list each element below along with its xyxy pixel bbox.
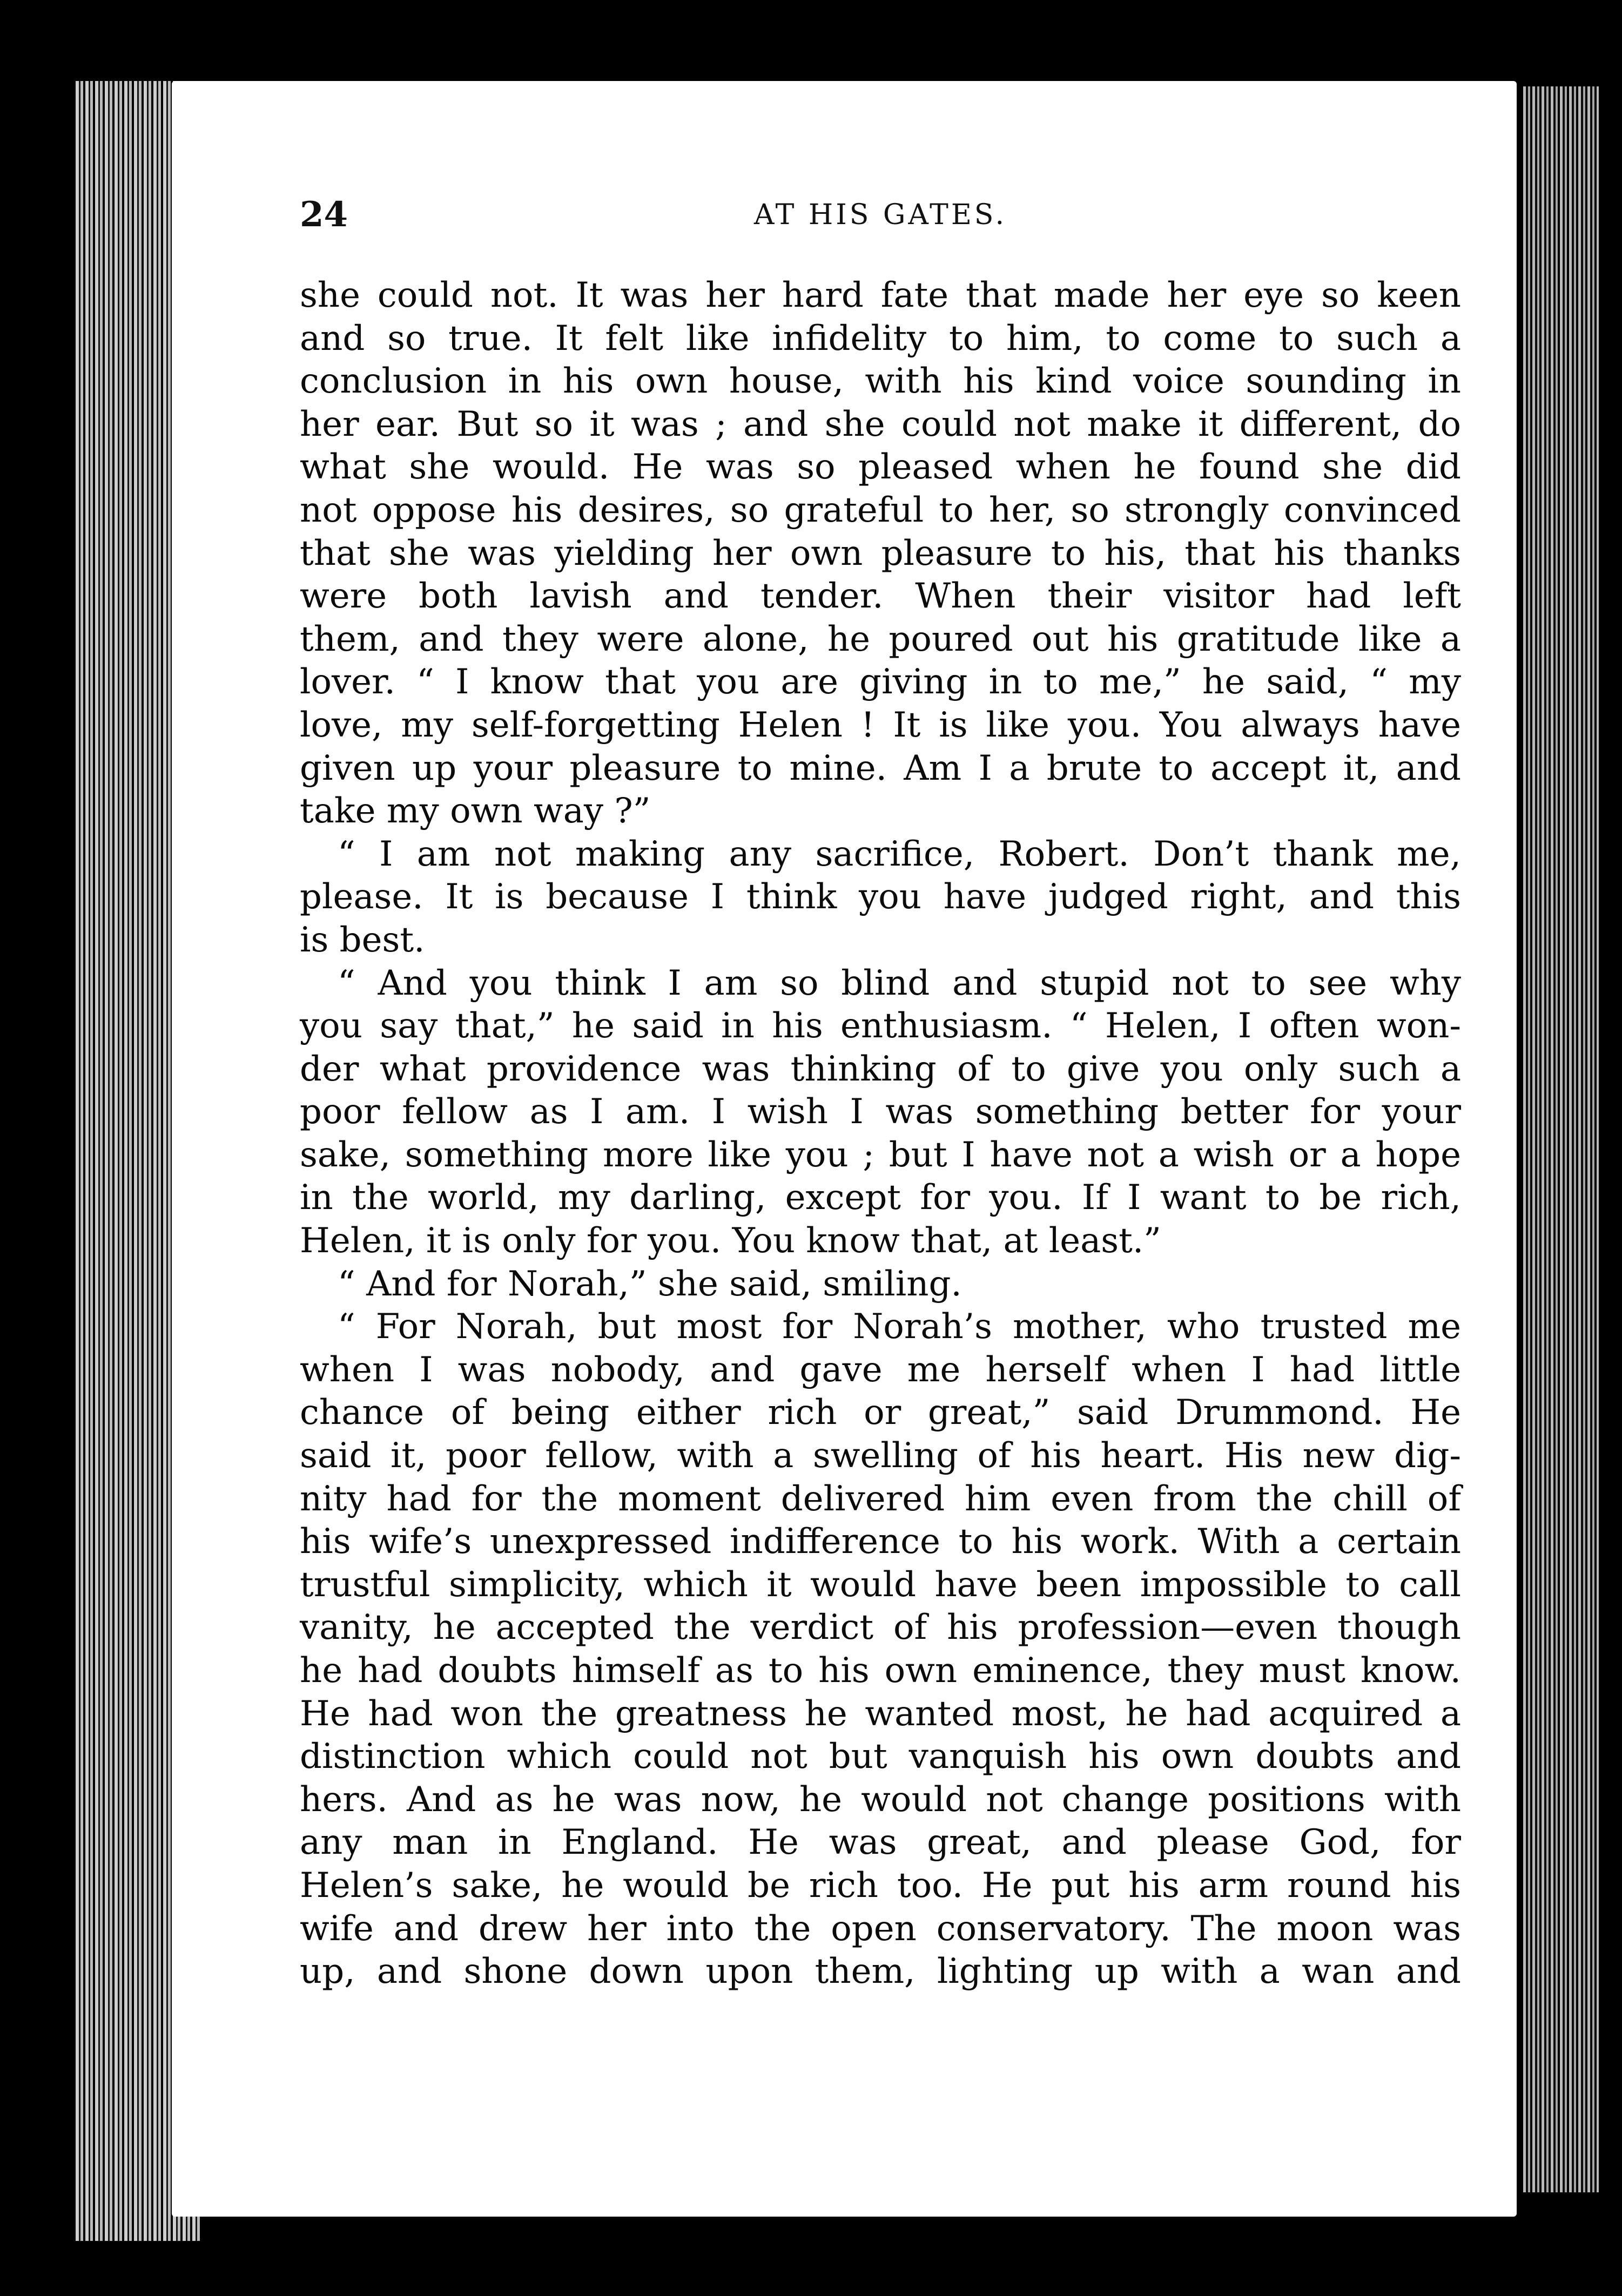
- text-line: not oppose his desires, so grateful to her, so strongly convinced: [300, 490, 1461, 530]
- text-line: in the world, my darling, except for you. If I want to be rich,: [300, 1178, 1461, 1218]
- text-line: nity had for the moment delivered him even from the chill of: [300, 1478, 1461, 1519]
- page-header: [300, 194, 1461, 259]
- text-line: “ And you think I am so blind and stupid not to see why: [338, 963, 1461, 1003]
- text-line: sake, something more like you ; but I have not a wish or a hope: [300, 1135, 1461, 1175]
- right-page-edge: [1523, 86, 1599, 2192]
- text-line: said it, poor fellow, with a swelling of his heart. His new dig-: [300, 1436, 1461, 1476]
- text-line: vanity, he accepted the verdict of his profession—even though: [300, 1608, 1461, 1648]
- text-line: poor fellow as I am. I wish I was something better for your: [300, 1092, 1461, 1132]
- text-line: distinction which could not but vanquish his own doubts and: [300, 1737, 1461, 1777]
- text-line: up, and shone down upon them, lighting up with a wan and: [300, 1951, 1461, 1992]
- text-line: “ And for Norah,” she said, smiling.: [338, 1264, 962, 1304]
- text-line: her ear. But so it was ; and she could not make it different, do: [300, 404, 1461, 444]
- text-line: them, and they were alone, he poured out his gratitude like a: [300, 619, 1461, 659]
- text-line: any man in England. He was great, and please God, for: [300, 1822, 1461, 1863]
- text-line: given up your pleasure to mine. Am I a brute to accept it, and: [300, 748, 1461, 788]
- text-line: he had doubts himself as to his own eminence, they must know.: [300, 1651, 1461, 1691]
- text-line: were both lavish and tender. When their visitor had left: [300, 576, 1461, 617]
- text-line: you say that,” he said in his enthusiasm. “ Helen, I often won-: [300, 1006, 1461, 1046]
- text-line: what she would. He was so pleased when he found she did: [300, 447, 1461, 488]
- text-line: is best.: [300, 920, 425, 960]
- text-line: that she was yielding her own pleasure to his, that his thanks: [300, 533, 1461, 573]
- text-line: der what providence was thinking of to give you only such a: [300, 1049, 1461, 1089]
- text-line: she could not. It was her hard fate that made her eye so keen: [300, 275, 1461, 315]
- text-line: wife and drew her into the open conservatory. The moon was: [300, 1908, 1461, 1949]
- body-text: [300, 274, 1461, 1994]
- running-title: AT HIS GATES.: [753, 199, 1007, 231]
- text-line: chance of being either rich or great,” said Drummond. He: [300, 1393, 1461, 1433]
- text-line: “ I am not making any sacrifice, Robert. Don’t thank me,: [338, 834, 1461, 874]
- text-line: and so true. It felt like infidelity to him, to come to such a: [300, 318, 1461, 359]
- text-line: when I was nobody, and gave me herself when I had little: [300, 1349, 1461, 1390]
- text-line: love, my self-forgetting Helen ! It is like you. You always have: [300, 705, 1461, 745]
- text-line: Helen’s sake, he would be rich too. He put his arm round his: [300, 1865, 1461, 1906]
- text-line: conclusion in his own house, with his kind voice sounding in: [300, 361, 1461, 402]
- text-line: hers. And as he was now, he would not change positions with: [300, 1779, 1461, 1820]
- text-line: take my own way ?”: [300, 791, 651, 832]
- text-line: his wife’s unexpressed indifference to his work. With a certain: [300, 1522, 1461, 1562]
- text-line: Helen, it is only for you. You know that, at least.”: [300, 1221, 1161, 1261]
- text-line: lover. “ I know that you are giving in to me,” he said, “ my: [300, 662, 1461, 703]
- page-number: 24: [300, 194, 348, 235]
- text-line: please. It is because I think you have judged right, and this: [300, 877, 1461, 917]
- text-line: He had won the greatness he wanted most, he had acquired a: [300, 1693, 1461, 1734]
- text-line: “ For Norah, but most for Norah’s mother, who trusted me: [338, 1307, 1461, 1347]
- text-line: trustful simplicity, which it would have been impossible to call: [300, 1564, 1461, 1605]
